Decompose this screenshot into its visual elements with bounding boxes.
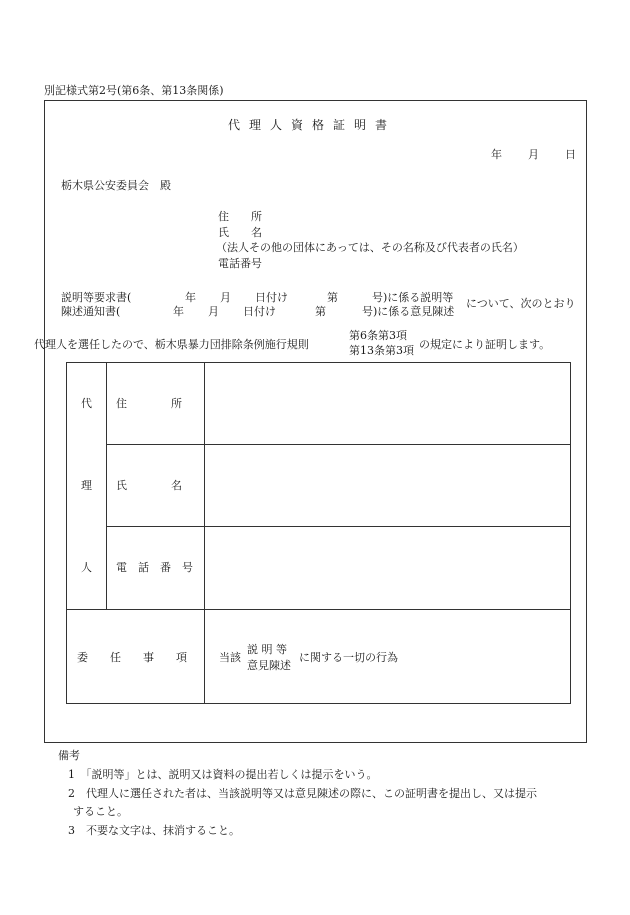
notice-prefix: 陳述通知書( bbox=[61, 305, 121, 318]
mandate-option-a: 説 明 等 bbox=[247, 643, 287, 656]
form-title: 代理人資格証明書 bbox=[228, 118, 397, 132]
agent-label-3: 人 bbox=[81, 561, 92, 574]
applicant-name-note: （法人その他の団体にあっては、その名称及び代表者の氏名） bbox=[216, 241, 524, 254]
date-month: 月 bbox=[528, 148, 539, 161]
request-prefix: 説明等要求書( bbox=[61, 291, 132, 304]
agent-label-2: 理 bbox=[81, 479, 92, 492]
applicant-name-label: 氏 名 bbox=[218, 226, 262, 239]
article-option-a: 第6条第3項 bbox=[349, 329, 407, 342]
agent-label-1: 代 bbox=[81, 397, 92, 410]
mandate-prefix: 当該 bbox=[219, 651, 241, 664]
agent-name-label: 氏 名 bbox=[116, 479, 182, 492]
remark-1: 1 「説明等」とは、説明又は資料の提出若しくは提示をいう。 bbox=[68, 768, 378, 781]
request-year: 年 bbox=[185, 291, 196, 304]
notice-dated: 日付け bbox=[243, 305, 276, 318]
notice-year: 年 bbox=[173, 305, 184, 318]
table-divider-value bbox=[204, 362, 205, 704]
date-day: 日 bbox=[565, 148, 576, 161]
agent-phone-label: 電 話 番 号 bbox=[116, 561, 193, 574]
remarks-heading: 備考 bbox=[58, 749, 80, 762]
concerning-text: について、次のとおり bbox=[466, 297, 576, 310]
appointment-text: 代理人を選任したので、栃木県暴力団排除条例施行規則 bbox=[34, 338, 309, 351]
notice-dai: 第 bbox=[315, 305, 326, 318]
remark-3: 3 不要な文字は、抹消すること。 bbox=[68, 824, 240, 837]
notice-month: 月 bbox=[208, 305, 219, 318]
addressee: 栃木県公安委員会 殿 bbox=[61, 179, 171, 192]
table-divider-label bbox=[106, 362, 107, 609]
article-option-b: 第13条第3項 bbox=[349, 344, 414, 357]
table-row-line-3 bbox=[66, 609, 571, 610]
agent-address-label: 住 所 bbox=[116, 397, 182, 410]
notice-suffix: 号)に係る意見陳述 bbox=[362, 305, 455, 318]
table-row-line-1 bbox=[106, 444, 571, 445]
mandate-suffix: に関する一切の行為 bbox=[299, 651, 398, 664]
request-month: 月 bbox=[220, 291, 231, 304]
certify-text: の規定により証明します。 bbox=[419, 338, 551, 351]
mandate-label: 委 任 事 項 bbox=[77, 651, 187, 664]
date-year: 年 bbox=[491, 148, 502, 161]
remark-2: 2 代理人に選任された者は、当該説明等又は意見陳述の際に、この証明書を提出し、又は提示 bbox=[68, 787, 537, 800]
form-number: 別記様式第2号(第6条、第13条関係) bbox=[44, 84, 224, 97]
request-dated: 日付け bbox=[255, 291, 288, 304]
request-dai: 第 bbox=[327, 291, 338, 304]
request-suffix: 号)に係る説明等 bbox=[372, 291, 454, 304]
applicant-address-label: 住 所 bbox=[218, 210, 262, 223]
table-row-line-2 bbox=[106, 526, 571, 527]
applicant-phone-label: 電話番号 bbox=[218, 257, 262, 270]
remark-2-cont: すること。 bbox=[73, 805, 128, 818]
mandate-option-b: 意見陳述 bbox=[247, 659, 291, 672]
